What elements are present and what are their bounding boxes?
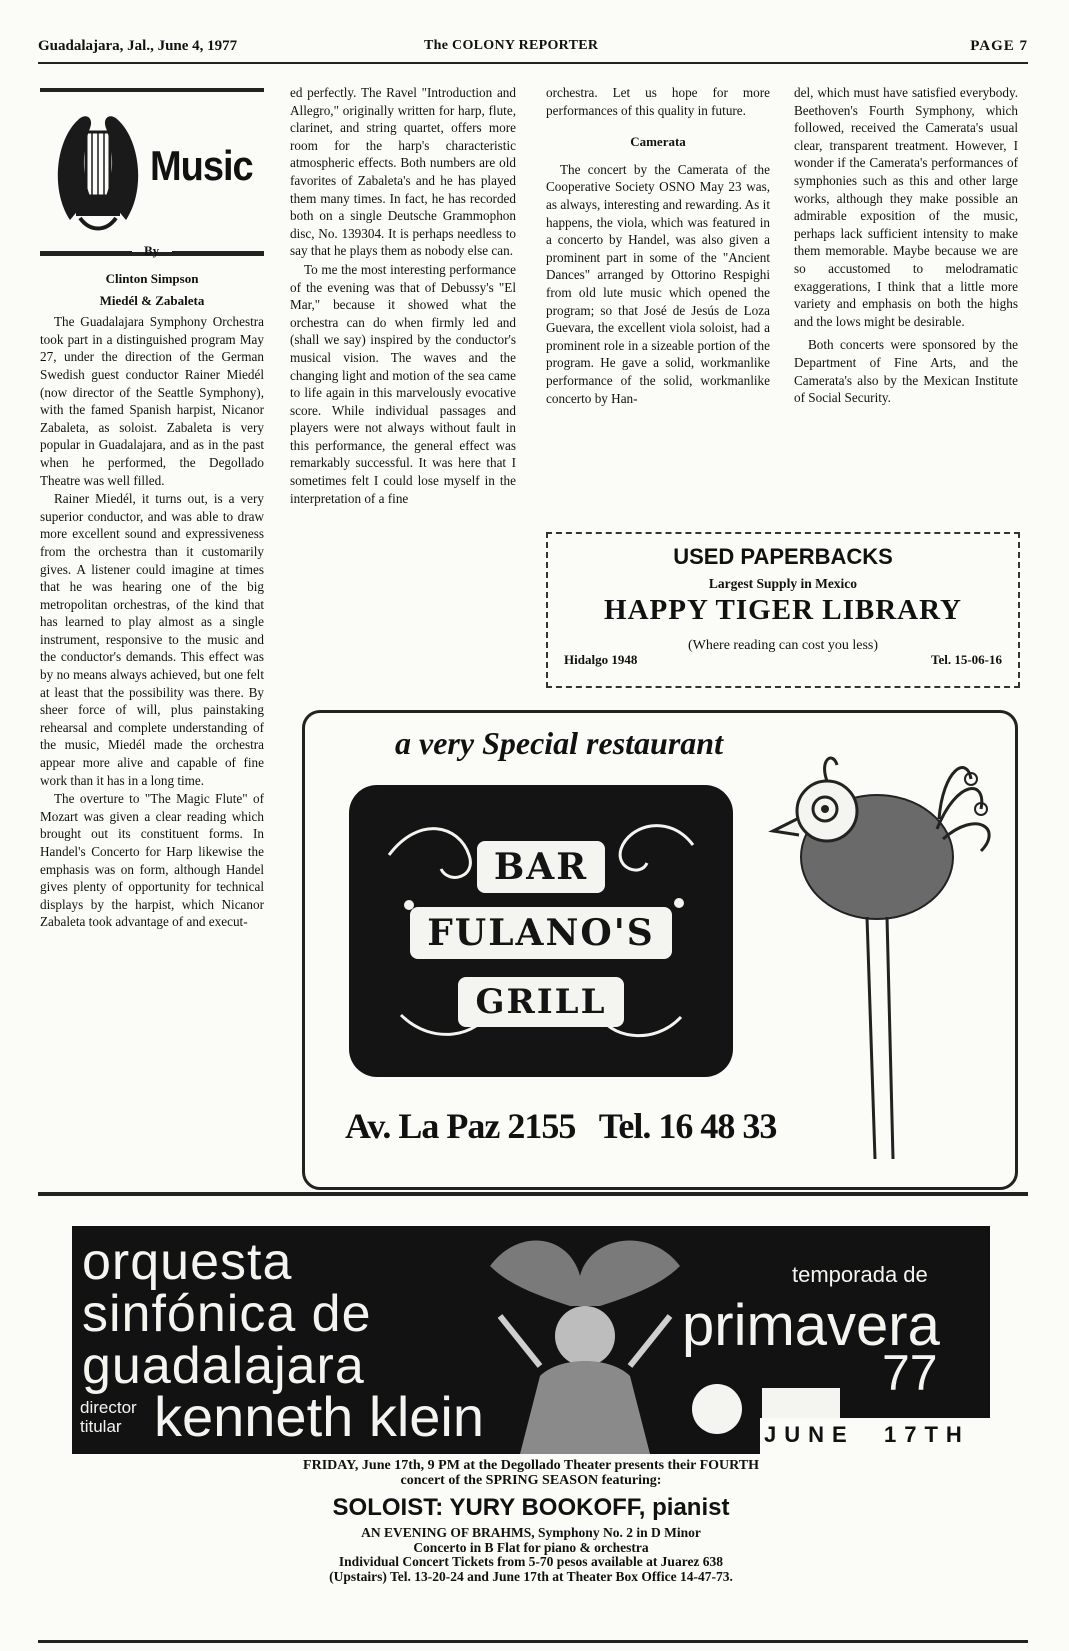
divider (40, 251, 132, 255)
sponsor-logo-icon (692, 1384, 742, 1434)
sign-word-grill: GRILL (458, 977, 623, 1027)
season-year: 77 (882, 1345, 938, 1401)
concert-line: concert of the SPRING SEASON featuring: (400, 1473, 662, 1488)
ad-slogan: (Where reading can cost you less) (687, 638, 879, 653)
tickets-line: (Upstairs) Tel. 13-20-24 and June 17th at Theater Box Office 14-47-73. (329, 1568, 733, 1584)
ad-store-name: HAPPY TIGER LIBRARY (604, 594, 962, 626)
ad-slogan: a very Special restaurant (395, 725, 723, 761)
paragraph: The Guadalajara Symphony Orchestra took part in a distinguished program May 27, under the direction of the German Swedish guest conductor Rainer Miedél (now director of the Seattle Symphony), with the famed Spanish harpist, Nicanor Zabaleta, as soloist. Zabaleta is very popular in Guadalajara, and as in the past when he performed, the Degollado Theatre was well filled. (40, 314, 264, 488)
orchestra-name-line-3: guadalajara (82, 1337, 365, 1395)
ad-phone: Tel. 15-06-16 (930, 652, 1002, 667)
article-subhead: Miedél & Zabaleta (99, 292, 205, 308)
paragraph: The concert by the Camerata of the Cooperative Society OSNO May 23 was, as always, interesting and rewarding. As it happens, the viola, which was featured in a concerto by Handel, was also given a prominent part in some of the "Ancient Dances" arranged by Ottorino Respighi from old lute music which opened the program; so that José de Jesús de Loza Guevara, the excellent viola soloist, had a prominent role in a sizeable portion of the program. He gave a solid, workmanlike performance of the solid, workmanlike concerto by Han- (546, 161, 770, 406)
byline-bar (40, 243, 264, 260)
section-heading: Camerata (630, 134, 686, 150)
by-label: By (144, 243, 160, 258)
paragraph: Rainer Miedél, it turns out, is a very superior conductor, and was able to draw more excellent sound and expressiveness from the orchestra than it customarily gives. A listener could imagine at times that he was hearing one of the big metropolitan orchestras, of the kind that has learned to play almost as a single instrument, responsive to the music and the conductor's demands. This effect was by no means always achieved, but one felt at least that the possibility was there. By sheer force of will, plus painstaking rehearsal and complete understanding of the music, Miedél made the orchestra appear more alive and capable of fine work than it has in a long time. (40, 491, 264, 788)
paragraph: ed perfectly. The Ravel "Introduction and Allegro," originally written for harp, flute, clarinet, and string quartet, offers more room for the harp's characteristic atmospheric effects. Both numbers are old favorites of Zabaleta's and he has played them many times. In fact, he has recorded both on a single Deutsche Grammophon disc, No. 139304. It is perhaps needless to say that he plays them as nobody else can. (290, 85, 516, 259)
article-column-1 (40, 266, 264, 931)
season-label: temporada de (792, 1262, 928, 1287)
orchestra-name-line-1: orquesta (82, 1233, 293, 1291)
director-label-2: titular (80, 1417, 122, 1436)
lyre-icon (50, 100, 146, 240)
angel-illustration-icon (480, 1226, 690, 1454)
orchestra-name-line-2: sinfónica de (82, 1285, 372, 1343)
program-line: Concerto in B Flat for piano & orchestra (413, 1539, 649, 1555)
author-name: Clinton Simpson (105, 271, 199, 286)
restaurant-address: Av. La Paz 2155 (345, 1106, 576, 1146)
dateline: Guadalajara, Jal., June 4, 1977 (38, 38, 238, 54)
director-label-1: director (80, 1398, 137, 1417)
concert-details (72, 1458, 990, 1584)
director-label (80, 1398, 137, 1436)
concert-line: FRIDAY, June 17th, 9 PM at the Degollado Theater presents their FOURTH (303, 1458, 759, 1473)
director-name: kenneth klein (154, 1385, 485, 1448)
restaurant-phone: Tel. 16 48 33 (598, 1106, 777, 1146)
music-column-logo (40, 88, 264, 256)
article-column-3 (546, 84, 770, 407)
concert-day: 17TH (884, 1422, 970, 1447)
paragraph: The overture to "The Magic Flute" of Mozart was given a clear reading which brought out its constituent forms. In Handel's Concerto for Harp likewise the emphasis was on form, although Handel gives plenty of opportunity for technical displays by the harpist, which Nicanor Zabaleta took advantage of and execut- (40, 791, 264, 930)
paragraph: orchestra. Let us hope for more performances of this quality in future. (546, 85, 770, 118)
page-number: PAGE 7 (970, 38, 1028, 54)
restaurant-sign (349, 785, 733, 1077)
tickets-line: Individual Concert Tickets from 5-70 pesos available at Juarez 638 (338, 1554, 724, 1569)
ad-address: Hidalgo 1948 (564, 652, 638, 667)
paragraph: To me the most interesting performance of the evening was that of Debussy's "El Mar," because it showed what the orchestra can do when firmly led and (shall we say) inspired by the conductor's musical vision. The waves and the changing light and motion of the sea came to life again in this marvelously evocative score. While individual passages and players were not always without fault in this performance, the general effect was remarkably successful. It was here that I sometimes felt I could lose myself in the interpretation of a fine (290, 261, 516, 506)
divider (38, 1640, 1028, 1643)
restaurant-address-phone (345, 1105, 776, 1147)
paragraph: del, which must have satisfied everybody. Beethoven's Fourth Symphony, which followed, received the Camerata's usual clear, transparent treatment. However, I wonder if the Camerata's performances of symphonies such as this and other large works, although they make possible an admirable exposition of the music, perhaps lack sufficient intensity to make them memorable. Maybe because we are so accustomed to melodramatic exaggerations, I think that a little more variety and emphasis on both the highs and the lows might be desirable. (794, 85, 1018, 329)
ad-happy-tiger-library (546, 532, 1020, 688)
divider (172, 251, 264, 255)
music-title: Music (150, 143, 253, 191)
ad-tagline: Largest Supply in Mexico (708, 576, 858, 591)
article-column-4 (794, 84, 1018, 407)
paragraph: Both concerts were sponsored by the Department of Fine Arts, and the Camerata's also by the Mexican Institute of Social Security. (794, 337, 1018, 406)
program-line: AN EVENING OF BRAHMS, Symphony No. 2 in D Minor (361, 1525, 701, 1540)
ad-headline: USED PAPERBACKS (673, 544, 893, 569)
season-name: primavera (682, 1293, 940, 1358)
sign-word-bar: BAR (477, 841, 605, 893)
sign-word-fulanos: FULANO'S (410, 907, 671, 959)
concert-month: JUNE (764, 1422, 855, 1447)
ad-fulanos-grill (302, 710, 1018, 1190)
concert-date (760, 1418, 990, 1454)
bird-illustration-icon (767, 739, 1007, 1169)
page-header (38, 34, 1028, 64)
article-column-2 (290, 84, 516, 507)
divider (38, 1192, 1028, 1196)
masthead: The COLONY REPORTER (424, 38, 599, 53)
soloist-heading: SOLOIST: YURY BOOKOFF, pianist (332, 1494, 730, 1521)
